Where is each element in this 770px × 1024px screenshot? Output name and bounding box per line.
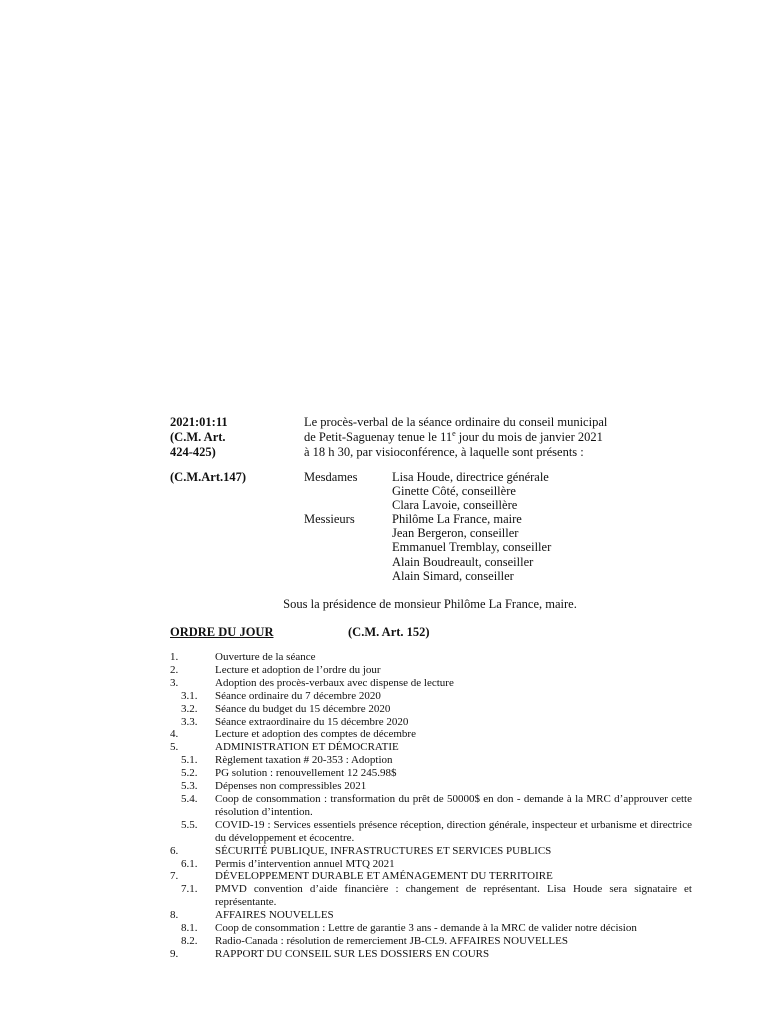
intro-ordinal-sup: e: [452, 428, 456, 438]
agenda-item-text: Permis d’intervention annuel MTQ 2021: [215, 857, 395, 870]
agenda-item: [170, 948, 692, 961]
intro-line-2: [304, 430, 704, 445]
agenda-item-text: Radio-Canada : résolution de remerciement JB-CL9. AFFAIRES NOUVELLES: [215, 934, 568, 947]
mesdames-names: [392, 470, 549, 512]
agenda-item-text: AFFAIRES NOUVELLES: [215, 909, 334, 922]
agenda-item-text: Lecture et adoption de l’ordre du jour: [215, 663, 381, 676]
agenda-item: [170, 922, 692, 935]
agenda-item-text: PG solution : renouvellement 12 245.98$: [215, 767, 397, 780]
mesdames-label: Mesdames: [304, 470, 358, 484]
agenda-item-number: 6.1.: [181, 857, 198, 870]
agenda-list: [170, 651, 692, 961]
attendee-name: Lisa Houde, directrice générale: [392, 470, 549, 484]
attendee-name: Emmanuel Tremblay, conseiller: [392, 540, 552, 555]
agenda-item-number: 6.: [170, 844, 179, 857]
agenda-item-number: 4.: [170, 728, 179, 741]
agenda-item-number: 1.: [170, 651, 179, 663]
agenda-item: [170, 858, 692, 871]
agenda-item: [170, 780, 692, 793]
agenda-item: [170, 767, 692, 780]
intro-line-3: à 18 h 30, par visioconférence, à laquelle sont présents :: [304, 445, 584, 459]
agenda-item: [170, 909, 692, 922]
messieurs-names: [392, 512, 551, 582]
attendee-name: Alain Simard, conseiller: [392, 568, 514, 583]
agenda-item: [170, 716, 692, 729]
agenda-item-number: 5.2.: [181, 767, 198, 780]
agenda-item-number: 5.1.: [181, 754, 198, 767]
agenda-item-number: 3.2.: [181, 702, 198, 715]
agenda-item-text: ADMINISTRATION ET DÉMOCRATIE: [215, 741, 399, 754]
agenda-item: [170, 651, 692, 664]
agenda-item-text: DÉVELOPPEMENT DURABLE ET AMÉNAGEMENT DU TERRITOIRE: [215, 870, 553, 883]
agenda-item-text: Règlement taxation # 20-353 : Adoption: [215, 754, 393, 767]
agenda-item-number: 8.: [170, 909, 179, 922]
intro-line-1: Le procès-verbal de la séance ordinaire du conseil municipal: [304, 415, 608, 429]
agenda-item-text: Séance extraordinaire du 15 décembre 2020: [215, 715, 409, 728]
agenda-item: [170, 754, 692, 767]
agenda-item-number: 2.: [170, 663, 179, 676]
attendance-list: [304, 470, 551, 583]
agenda-item: [170, 793, 692, 819]
agenda-title: ORDRE DU JOUR: [170, 625, 274, 639]
agenda-item: [170, 819, 692, 845]
agenda-item-text: Séance ordinaire du 7 décembre 2020: [215, 689, 381, 702]
agenda-item: [170, 845, 692, 858]
resolution-article-line1: (C.M. Art.: [170, 430, 226, 444]
agenda-item-number: 5.5.: [181, 818, 198, 831]
messieurs-group: [304, 512, 551, 582]
agenda-item: [170, 664, 692, 677]
agenda-item-text: Adoption des procès-verbaux avec dispense de lecture: [215, 676, 454, 689]
agenda-item-number: 3.: [170, 676, 179, 689]
resolution-number: 2021:01:11: [170, 415, 228, 429]
agenda-item-number: 3.1.: [181, 689, 198, 702]
presidence-statement: Sous la présidence de monsieur Philôme La France, maire.: [283, 597, 577, 611]
agenda-item-text: COVID-19 : Services essentiels présence réception, direction générale, inspecteur et urbanisme et directrice du développement et écocentre.: [215, 818, 692, 844]
agenda-item: [170, 703, 692, 716]
agenda-item: [170, 935, 692, 948]
agenda-item-number: 7.1.: [181, 883, 198, 896]
agenda-item-text: Dépenses non compressibles 2021: [215, 780, 367, 793]
attendee-name: Clara Lavoie, conseillère: [392, 498, 518, 513]
agenda-item-number: 5.4.: [181, 792, 198, 805]
agenda-item: [170, 870, 692, 883]
agenda-item-number: 8.1.: [181, 922, 198, 935]
agenda-item-text: PMVD convention d’aide financière : changement de représentant. Lisa Houde sera signataire et représentante.: [215, 883, 692, 909]
agenda-item: [170, 677, 692, 690]
agenda-item-text: Lecture et adoption des comptes de décembre: [215, 728, 416, 741]
agenda-item-text: Ouverture de la séance: [215, 651, 316, 663]
attendee-name: Jean Bergeron, conseiller: [392, 526, 519, 541]
agenda-item: [170, 741, 692, 754]
agenda-item-text: Séance du budget du 15 décembre 2020: [215, 702, 391, 715]
agenda-item-number: 5.3.: [181, 780, 198, 793]
attendee-name: Philôme La France, maire: [392, 512, 522, 527]
agenda-item-number: 3.3.: [181, 715, 198, 728]
resolution-reference: [170, 415, 295, 460]
agenda-item: [170, 690, 692, 703]
agenda-item-text: Coop de consommation : Lettre de garantie 3 ans - demande à la MRC de valider notre décision: [215, 922, 637, 935]
agenda-item-text: Coop de consommation : transformation du prêt de 50000$ en don - demande à la MRC d’approuver cette résolution d’intention.: [215, 792, 692, 818]
agenda-item-text: RAPPORT DU CONSEIL SUR LES DOSSIERS EN COURS: [215, 947, 490, 960]
attendance-reference: (C.M.Art.147): [170, 470, 247, 484]
agenda-item-number: 8.2.: [181, 934, 198, 947]
agenda-item-number: 9.: [170, 947, 179, 960]
intro-paragraph: [304, 415, 704, 460]
mesdames-group: [304, 470, 551, 512]
attendee-name: Alain Boudreault, conseiller: [392, 554, 534, 569]
agenda-item: [170, 728, 692, 741]
messieurs-label: Messieurs: [304, 512, 355, 527]
agenda-item-text: SÉCURITÉ PUBLIQUE, INFRASTRUCTURES ET SERVICES PUBLICS: [215, 844, 552, 857]
agenda-item-number: 7.: [170, 870, 179, 883]
resolution-article-line2: 424-425): [170, 445, 216, 459]
agenda-item-number: 5.: [170, 741, 179, 754]
agenda-item: [170, 883, 692, 909]
intro-line-2-end: jour du mois de janvier 2021: [455, 430, 603, 444]
intro-line-2-start: de Petit-Saguenay tenue le 11: [304, 430, 453, 444]
agenda-reference: (C.M. Art. 152): [348, 625, 430, 639]
attendee-name: Ginette Côté, conseillère: [392, 484, 516, 499]
